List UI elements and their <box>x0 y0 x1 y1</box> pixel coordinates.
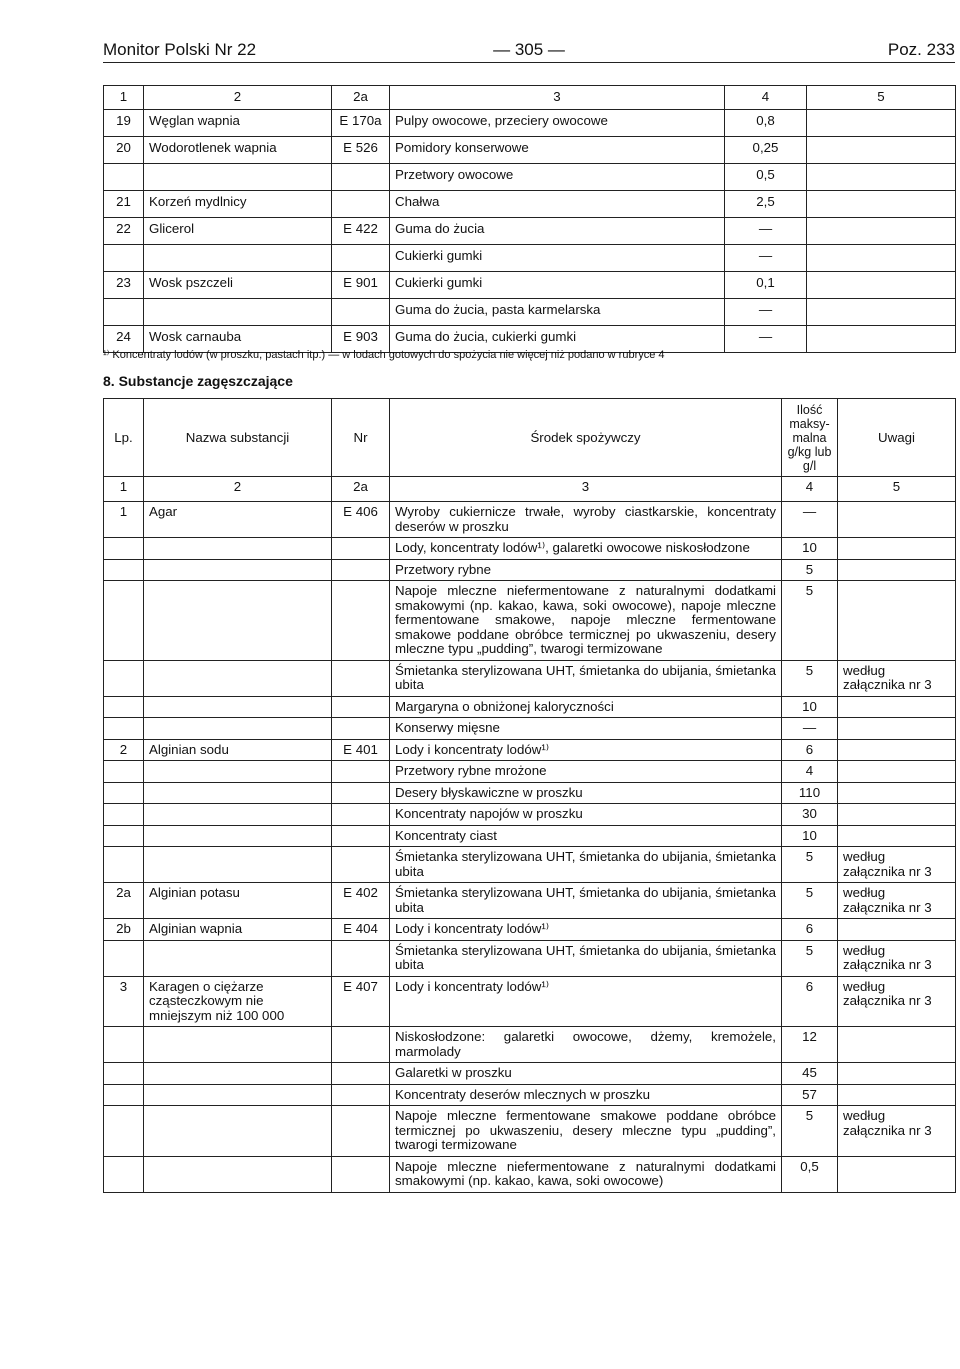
food-cell: Chałwa <box>390 191 725 218</box>
nr-cell <box>332 559 390 581</box>
table-row <box>104 191 956 218</box>
amount-cell: 5 <box>782 940 838 976</box>
notes-cell: według załącznika nr 3 <box>838 847 956 883</box>
lp-cell: 23 <box>104 272 144 299</box>
food-cell: Lody i koncentraty lodów¹⁾ <box>390 919 782 941</box>
lp-cell: 22 <box>104 218 144 245</box>
name-cell <box>144 1084 332 1106</box>
lp-cell <box>104 825 144 847</box>
lp-cell <box>104 782 144 804</box>
name-cell <box>144 696 332 718</box>
notes-cell: według załącznika nr 3 <box>838 976 956 1027</box>
name-cell <box>144 299 332 326</box>
food-cell: Koncentraty ciast <box>390 825 782 847</box>
notes-cell <box>807 299 956 326</box>
nr-cell <box>332 825 390 847</box>
table-row <box>104 110 956 137</box>
nr-cell <box>332 1027 390 1063</box>
lp-cell <box>104 804 144 826</box>
nr-cell: E 407 <box>332 976 390 1027</box>
name-cell <box>144 940 332 976</box>
food-cell: Napoje mleczne niefermentowane z naturalnymi dodatkami smakowymi (np. kakao, kawa, soki owocowe) <box>390 1156 782 1192</box>
lp-cell <box>104 718 144 740</box>
notes-cell <box>807 218 956 245</box>
lp-cell <box>104 761 144 783</box>
name-cell: Wosk carnauba <box>144 326 332 353</box>
name-cell <box>144 1156 332 1192</box>
food-cell: Niskosłodzone: galaretki owocowe, dżemy, kremożele, marmolady <box>390 1027 782 1063</box>
column-number: 2 <box>144 477 332 502</box>
amount-cell: — <box>782 502 838 538</box>
notes-cell <box>838 739 956 761</box>
table-row <box>104 1156 956 1192</box>
lp-cell: 21 <box>104 191 144 218</box>
name-cell: Korzeń mydlnicy <box>144 191 332 218</box>
table-row <box>104 1063 956 1085</box>
notes-cell <box>807 191 956 218</box>
amount-cell: 12 <box>782 1027 838 1063</box>
table-row <box>104 1106 956 1157</box>
column-number-row <box>104 477 956 502</box>
additives-table-continued <box>103 85 956 353</box>
notes-cell <box>807 245 956 272</box>
name-cell: Wosk pszczeli <box>144 272 332 299</box>
notes-cell <box>807 137 956 164</box>
table-row <box>104 245 956 272</box>
amount-cell: 0,25 <box>725 137 807 164</box>
amount-cell: 5 <box>782 559 838 581</box>
nr-cell <box>332 696 390 718</box>
food-cell: Przetwory owocowe <box>390 164 725 191</box>
table-row <box>104 538 956 560</box>
table-row <box>104 164 956 191</box>
nr-cell <box>332 1156 390 1192</box>
lp-cell <box>104 538 144 560</box>
food-cell: Śmietanka sterylizowana UHT, śmietanka do ubijania, śmietanka ubita <box>390 883 782 919</box>
nr-cell <box>332 718 390 740</box>
amount-cell: 2,5 <box>725 191 807 218</box>
lp-cell <box>104 1106 144 1157</box>
nr-cell <box>332 191 390 218</box>
name-cell <box>144 245 332 272</box>
table-row <box>104 976 956 1027</box>
column-number: 2a <box>332 477 390 502</box>
notes-cell <box>838 538 956 560</box>
nr-cell <box>332 761 390 783</box>
lp-cell <box>104 245 144 272</box>
column-number: 5 <box>807 86 956 110</box>
notes-cell: według załącznika nr 3 <box>838 660 956 696</box>
amount-cell: 30 <box>782 804 838 826</box>
column-number: 1 <box>104 86 144 110</box>
nr-cell: E 404 <box>332 919 390 941</box>
table-row <box>104 660 956 696</box>
header-max-amount: Ilość maksy-malna g/kg lub g/l <box>782 399 838 477</box>
food-cell: Śmietanka sterylizowana UHT, śmietanka do ubijania, śmietanka ubita <box>390 847 782 883</box>
nr-cell: E 170a <box>332 110 390 137</box>
lp-cell: 2a <box>104 883 144 919</box>
column-number: 4 <box>782 477 838 502</box>
nr-cell <box>332 299 390 326</box>
amount-cell: — <box>782 718 838 740</box>
amount-cell: 10 <box>782 538 838 560</box>
food-cell: Śmietanka sterylizowana UHT, śmietanka do ubijania, śmietanka ubita <box>390 940 782 976</box>
lp-cell <box>104 660 144 696</box>
lp-cell: 2b <box>104 919 144 941</box>
notes-cell <box>838 559 956 581</box>
page-number: — 305 — <box>493 40 565 59</box>
food-cell: Galaretki w proszku <box>390 1063 782 1085</box>
food-cell: Pomidory konserwowe <box>390 137 725 164</box>
table-row <box>104 218 956 245</box>
name-cell <box>144 761 332 783</box>
food-cell: Przetwory rybne <box>390 559 782 581</box>
footnote: ¹⁾ Koncentraty lodów (w proszku, pastach itp.) — w lodach gotowych do spożycia nie więcej niż podano w rubryce 4 <box>103 349 665 361</box>
nr-cell <box>332 940 390 976</box>
name-cell: Karagen o ciężarze cząsteczkowym nie mniejszym niż 100 000 <box>144 976 332 1027</box>
food-cell: Koncentraty deserów mlecznych w proszku <box>390 1084 782 1106</box>
name-cell <box>144 538 332 560</box>
notes-cell <box>838 718 956 740</box>
lp-cell <box>104 164 144 191</box>
table-row <box>104 883 956 919</box>
notes-cell <box>838 782 956 804</box>
table-row <box>104 299 956 326</box>
food-cell: Cukierki gumki <box>390 272 725 299</box>
food-cell: Śmietanka sterylizowana UHT, śmietanka do ubijania, śmietanka ubita <box>390 660 782 696</box>
food-cell: Lody, koncentraty lodów¹⁾, galaretki owocowe niskosłodzone <box>390 538 782 560</box>
name-cell <box>144 825 332 847</box>
column-number: 3 <box>390 86 725 110</box>
food-cell: Konserwy mięsne <box>390 718 782 740</box>
lp-cell <box>104 1084 144 1106</box>
lp-cell: 20 <box>104 137 144 164</box>
nr-cell <box>332 782 390 804</box>
notes-cell <box>838 1156 956 1192</box>
amount-cell: 6 <box>782 976 838 1027</box>
nr-cell <box>332 1106 390 1157</box>
lp-cell <box>104 847 144 883</box>
notes-cell <box>838 804 956 826</box>
table-row <box>104 804 956 826</box>
name-cell <box>144 718 332 740</box>
lp-cell: 2 <box>104 739 144 761</box>
amount-cell: 45 <box>782 1063 838 1085</box>
amount-cell: — <box>725 245 807 272</box>
table-row <box>104 940 956 976</box>
lp-cell <box>104 940 144 976</box>
column-number: 3 <box>390 477 782 502</box>
name-cell <box>144 559 332 581</box>
amount-cell: 10 <box>782 696 838 718</box>
name-cell <box>144 1106 332 1157</box>
notes-cell <box>838 825 956 847</box>
notes-cell: według załącznika nr 3 <box>838 883 956 919</box>
table-row <box>104 1027 956 1063</box>
notes-cell <box>838 581 956 661</box>
nr-cell <box>332 1084 390 1106</box>
nr-cell <box>332 847 390 883</box>
name-cell: Węglan wapnia <box>144 110 332 137</box>
journal-title: Monitor Polski Nr 22 <box>103 40 257 59</box>
table-row <box>104 718 956 740</box>
notes-cell <box>807 326 956 353</box>
food-cell: Pulpy owocowe, przeciery owocowe <box>390 110 725 137</box>
lp-cell <box>104 696 144 718</box>
food-cell: Napoje mleczne niefermentowane z naturalnymi dodatkami smakowymi (np. kakao, kawa, soki owocowe), napoje mleczne fermentowane smakowe, napoje mleczne fermentowane smakowe poddane obróbce termicznej po ukwaszeniu, desery mleczne typu „pudding”, twarogi termizowane <box>390 581 782 661</box>
header-food: Środek spożywczy <box>390 399 782 477</box>
name-cell <box>144 660 332 696</box>
nr-cell: E 903 <box>332 326 390 353</box>
column-number-row <box>104 86 956 110</box>
notes-cell <box>838 502 956 538</box>
amount-cell: 5 <box>782 1106 838 1157</box>
lp-cell <box>104 559 144 581</box>
table-row <box>104 696 956 718</box>
food-cell: Margaryna o obniżonej kaloryczności <box>390 696 782 718</box>
amount-cell: 5 <box>782 660 838 696</box>
notes-cell: według załącznika nr 3 <box>838 1106 956 1157</box>
amount-cell: 6 <box>782 919 838 941</box>
nr-cell: E 401 <box>332 739 390 761</box>
thickeners-table <box>103 398 956 1193</box>
food-cell: Przetwory rybne mrożone <box>390 761 782 783</box>
nr-cell <box>332 164 390 191</box>
header-lp: Lp. <box>104 399 144 477</box>
header-notes: Uwagi <box>838 399 956 477</box>
name-cell: Agar <box>144 502 332 538</box>
name-cell: Wodorotlenek wapnia <box>144 137 332 164</box>
amount-cell: 57 <box>782 1084 838 1106</box>
column-number: 2a <box>332 86 390 110</box>
table-row <box>104 502 956 538</box>
section-title: 8. Substancje zagęszczające <box>103 373 293 389</box>
amount-cell: 4 <box>782 761 838 783</box>
amount-cell: 10 <box>782 825 838 847</box>
column-number: 1 <box>104 477 144 502</box>
lp-cell <box>104 1027 144 1063</box>
lp-cell: 3 <box>104 976 144 1027</box>
header-nr: Nr <box>332 399 390 477</box>
food-cell: Guma do żucia, pasta karmelarska <box>390 299 725 326</box>
amount-cell: 5 <box>782 847 838 883</box>
notes-cell: według załącznika nr 3 <box>838 940 956 976</box>
nr-cell: E 406 <box>332 502 390 538</box>
nr-cell <box>332 538 390 560</box>
notes-cell <box>838 1063 956 1085</box>
table-row <box>104 782 956 804</box>
amount-cell: 0,5 <box>725 164 807 191</box>
amount-cell: 5 <box>782 883 838 919</box>
lp-cell <box>104 1156 144 1192</box>
nr-cell <box>332 804 390 826</box>
nr-cell <box>332 1063 390 1085</box>
nr-cell: E 422 <box>332 218 390 245</box>
amount-cell: — <box>725 326 807 353</box>
notes-cell <box>807 110 956 137</box>
notes-cell <box>838 696 956 718</box>
nr-cell <box>332 660 390 696</box>
page-header <box>103 40 955 63</box>
nr-cell <box>332 581 390 661</box>
table-row <box>104 761 956 783</box>
food-cell: Cukierki gumki <box>390 245 725 272</box>
table-row <box>104 559 956 581</box>
notes-cell <box>838 919 956 941</box>
lp-cell: 1 <box>104 502 144 538</box>
food-cell: Desery błyskawiczne w proszku <box>390 782 782 804</box>
food-cell: Lody i koncentraty lodów¹⁾ <box>390 976 782 1027</box>
name-cell <box>144 1063 332 1085</box>
column-number: 5 <box>838 477 956 502</box>
table-row <box>104 919 956 941</box>
amount-cell: 5 <box>782 581 838 661</box>
notes-cell <box>838 1084 956 1106</box>
name-cell <box>144 581 332 661</box>
amount-cell: 0,5 <box>782 1156 838 1192</box>
name-cell <box>144 1027 332 1063</box>
table-row <box>104 825 956 847</box>
amount-cell: — <box>725 218 807 245</box>
lp-cell <box>104 299 144 326</box>
table-row <box>104 1084 956 1106</box>
table-row <box>104 847 956 883</box>
food-cell: Guma do żucia <box>390 218 725 245</box>
nr-cell <box>332 245 390 272</box>
nr-cell: E 526 <box>332 137 390 164</box>
header-name: Nazwa substancji <box>144 399 332 477</box>
notes-cell <box>838 761 956 783</box>
column-number: 4 <box>725 86 807 110</box>
name-cell: Alginian sodu <box>144 739 332 761</box>
column-number: 2 <box>144 86 332 110</box>
nr-cell: E 901 <box>332 272 390 299</box>
food-cell: Napoje mleczne fermentowane smakowe poddane obróbce termicznej po ukwaszeniu, desery mleczne typu „pudding”, twarogi termizowane <box>390 1106 782 1157</box>
lp-cell: 24 <box>104 326 144 353</box>
lp-cell <box>104 581 144 661</box>
position-number: Poz. 233 <box>887 40 955 59</box>
lp-cell <box>104 1063 144 1085</box>
notes-cell <box>838 1027 956 1063</box>
amount-cell: — <box>725 299 807 326</box>
name-cell <box>144 782 332 804</box>
amount-cell: 6 <box>782 739 838 761</box>
name-cell <box>144 847 332 883</box>
notes-cell <box>807 164 956 191</box>
name-cell: Alginian wapnia <box>144 919 332 941</box>
lp-cell: 19 <box>104 110 144 137</box>
name-cell: Alginian potasu <box>144 883 332 919</box>
table-row <box>104 272 956 299</box>
amount-cell: 110 <box>782 782 838 804</box>
food-cell: Wyroby cukiernicze trwałe, wyroby ciastkarskie, koncentraty deserów w proszku <box>390 502 782 538</box>
table-row <box>104 739 956 761</box>
name-cell <box>144 804 332 826</box>
food-cell: Guma do żucia, cukierki gumki <box>390 326 725 353</box>
name-cell: Glicerol <box>144 218 332 245</box>
notes-cell <box>807 272 956 299</box>
amount-cell: 0,8 <box>725 110 807 137</box>
table-row <box>104 137 956 164</box>
food-cell: Lody i koncentraty lodów¹⁾ <box>390 739 782 761</box>
food-cell: Koncentraty napojów w proszku <box>390 804 782 826</box>
nr-cell: E 402 <box>332 883 390 919</box>
table-row <box>104 581 956 661</box>
name-cell <box>144 164 332 191</box>
amount-cell: 0,1 <box>725 272 807 299</box>
